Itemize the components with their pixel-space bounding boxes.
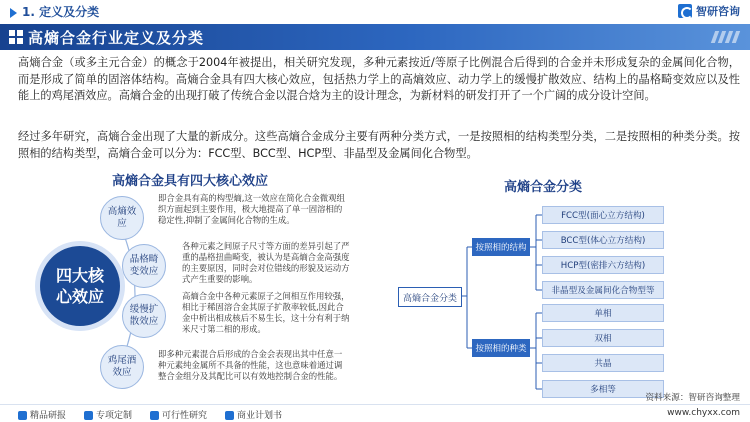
- core-effects-label: 四大核心效应: [55, 266, 104, 306]
- effect-description: 各种元素之间原子尺寸等方面的差异引起了严重的晶格扭曲畸变，被认为是高熵合金高强度的主要原因，同时会对位错线的形貌及运动方式产生重要的影响。: [182, 241, 350, 284]
- source-note: 资料来源：智研咨询整理: [645, 393, 740, 403]
- core-effects-circle: [40, 246, 120, 326]
- grid-icon: [9, 30, 23, 44]
- effect-circle-cocktail: [100, 345, 144, 389]
- footer-link[interactable]: [18, 408, 66, 421]
- leaf-multi-phase: 多相等: [542, 380, 664, 398]
- footer-link[interactable]: [150, 408, 207, 421]
- footer-link[interactable]: [225, 408, 282, 421]
- section-title-text: 1. 定义及分类: [22, 5, 100, 19]
- leaf-bcc: BCC型(体心立方结构): [542, 231, 664, 249]
- footer-links: [18, 408, 282, 421]
- plan-icon: [225, 411, 234, 420]
- footer-link-label: 商业计划书: [237, 411, 283, 421]
- effect-name: 晶格畸变效应: [129, 254, 159, 277]
- report-icon: [18, 411, 27, 420]
- page-title: 高熵合金行业定义及分类: [28, 29, 205, 47]
- footer: [0, 404, 750, 422]
- zhiyan-logo-icon: [678, 4, 692, 18]
- intro-paragraph-1: 高熵合金（或多主元合金）的概念于2004年被提出，相关研究发现，多种元素按近/等原子比例混合后得到的合金并未形成复杂的金属间化合物，而是形成了简单的固溶体结构。高熵合金具有四大核心效应，包括热力学上的高熵效应、动力学上的缓慢扩散效应、结构上的晶格畸变效应以及性能上的鸡尾酒效应。高熵合金的出现打破了传统合金以混合焓为主的设计理念，为新材料的研发打开了一个广阔的成分设计空间。: [18, 56, 740, 103]
- logo-text: 智研咨询: [696, 5, 740, 18]
- effect-name: 鸡尾酒效应: [107, 355, 137, 378]
- effect-name: 缓慢扩散效应: [129, 304, 159, 327]
- section-title: [10, 3, 99, 20]
- effect-circle-lattice-distortion: [122, 244, 166, 288]
- top-bar: [0, 0, 750, 22]
- footer-website[interactable]: www.chyxx.com: [667, 408, 740, 418]
- decorative-stripes: [713, 31, 738, 43]
- branch-by-structure: 按照相的结构: [472, 238, 530, 256]
- leaf-eutectic: 共晶: [542, 354, 664, 372]
- effect-description: 即合金具有高的构型熵,这一效应在简化合金微观组织方面起到主要作用，极大地提高了单一固溶相的稳定性,抑制了金属间化合物的生成。: [158, 193, 345, 225]
- footer-link-label: 精品研报: [30, 411, 67, 421]
- title-banner: [0, 24, 750, 50]
- effect-circle-high-entropy: [100, 196, 144, 240]
- effect-description: 即多种元素混合后形成的合金会表现出其中任意一种元素纯金属所不具备的性能，这也意味着通过调整合金组分及其配比可以有效地控制合金的性能。: [158, 349, 343, 381]
- branch-by-phase-type: 按照相的种类: [472, 339, 530, 357]
- footer-link[interactable]: [84, 408, 132, 421]
- effects-panel-title: 高熵合金具有四大核心效应: [111, 174, 268, 189]
- classification-panel-title: 高熵合金分类: [503, 180, 582, 195]
- classification-root-node: 高熵合金分类: [398, 287, 462, 307]
- leaf-amorphous: 非晶型及金属间化合物型等: [542, 281, 664, 299]
- intro-paragraph-2: 经过多年研究，高熵合金出现了大量的新成分。这些高熵合金成分主要有两种分类方式，一是按照相的结构类型分类，二是按照相的种类分类。按照相的结构类型，高熵合金可以分为：FCC型、BCC型、HCP型、非晶型及金属间化合物型。: [18, 130, 740, 160]
- footer-link-label: 可行性研究: [162, 411, 208, 421]
- footer-link-label: 专项定制: [96, 411, 133, 421]
- leaf-hcp: HCP型(密排六方结构): [542, 256, 664, 274]
- study-icon: [150, 411, 159, 420]
- custom-icon: [84, 411, 93, 420]
- leaf-dual-phase: 双相: [542, 329, 664, 347]
- logo[interactable]: [678, 3, 740, 19]
- effect-name: 高熵效应: [107, 206, 137, 229]
- leaf-fcc: FCC型(面心立方结构): [542, 206, 664, 224]
- effect-circle-sluggish-diffusion: [122, 294, 166, 338]
- effect-description: 高熵合金中各种元素原子之间相互作用较强，相比于稀固溶合金其原子扩散率较低,因此合金中析出相成核后不易生长，这十分有利于纳米尺寸第二相的形成。: [182, 291, 350, 334]
- triangle-icon: [10, 8, 17, 18]
- leaf-single-phase: 单相: [542, 304, 664, 322]
